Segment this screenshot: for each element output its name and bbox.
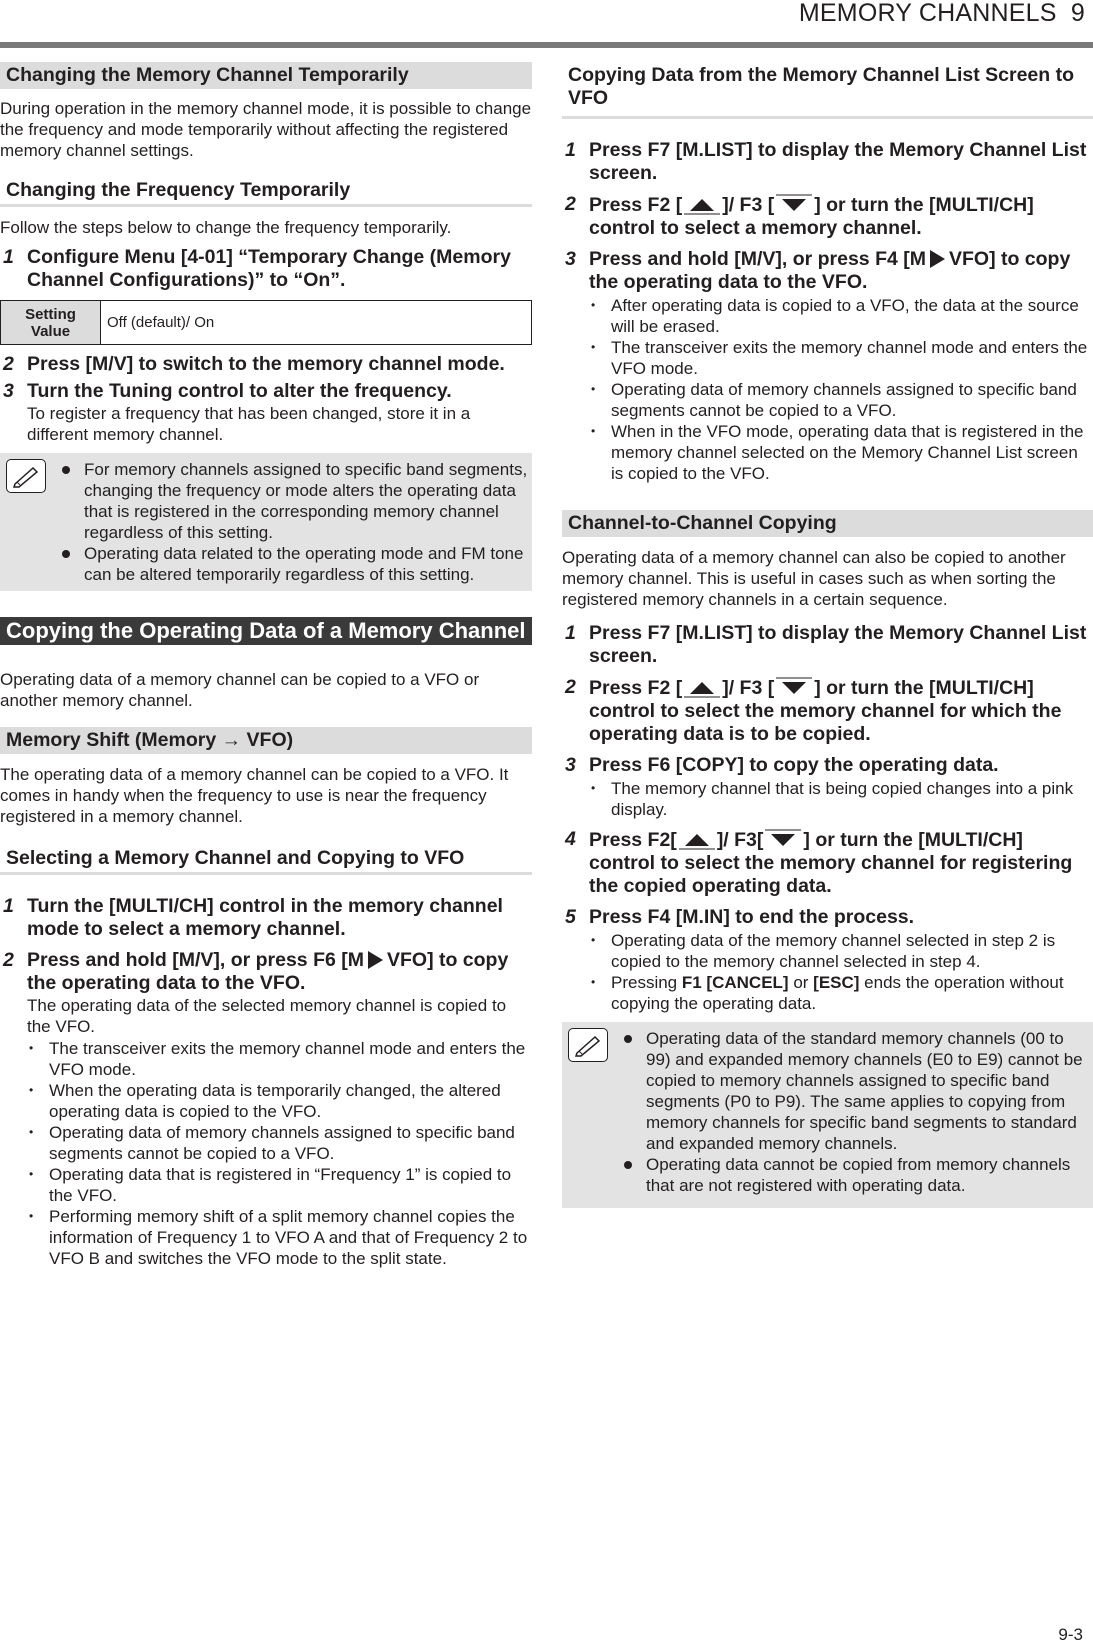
paragraph: Operating data of a memory channel can be copied to a VFO or another memory channel. — [0, 670, 480, 710]
step — [562, 248, 1093, 484]
step-number: 1 — [565, 622, 576, 644]
step-text: ] or turn the [MULTI/CH] control to select the memory channel for which the operating data is to be copied. — [589, 677, 1062, 745]
bullet-item: • When the operating data is temporarily changed, the altered operating data is copied to the VFO. — [27, 1080, 532, 1122]
step-text: Press and hold [M/V], or press F4 [M — [589, 248, 926, 270]
step-number: 3 — [3, 380, 14, 402]
section-heading: Channel-to-Channel Copying — [562, 510, 1093, 537]
step-number: 2 — [3, 949, 14, 971]
step-text: Press F2[ — [589, 829, 677, 851]
bullet-item: • Operating data that is registered in “Frequency 1” is copied to the VFO. — [27, 1164, 532, 1206]
bullet-item: • The transceiver exits the memory channel mode and enters the VFO mode. — [27, 1038, 532, 1080]
down-triangle-icon — [774, 676, 814, 698]
text: ends the operation without copying the operating data. — [611, 973, 1064, 1013]
step-number: 2 — [565, 676, 576, 698]
bullet-item: • When in the VFO mode, operating data that is registered in the memory channel selected on the Memory Channel List screen is copied to the VFO. — [589, 421, 1093, 484]
chapter-number: 9 — [1070, 0, 1085, 27]
step — [0, 246, 532, 292]
bullet-item: • Operating data of the memory channel selected in step 2 is copied to the memory channel selected in step 4. — [589, 930, 1093, 972]
subsection-heading: Selecting a Memory Channel and Copying to VFO — [0, 845, 532, 875]
step-number: 4 — [565, 828, 576, 850]
step-text: Press and hold [M/V], or press F6 [M — [27, 949, 364, 971]
bullet-item — [589, 972, 1093, 1014]
section-heading: Changing the Memory Channel Temporarily — [0, 62, 532, 89]
step-text: ]/ F3 [ — [722, 677, 775, 699]
text: Pressing — [611, 973, 682, 992]
step-text: Turn the Tuning control to alter the frequency. — [27, 380, 452, 402]
step-text: Press F4 [M.IN] to end the process. — [589, 906, 915, 928]
step — [0, 895, 532, 941]
step-text: ] or turn the [MULTI/CH] control to select a memory channel. — [589, 194, 1034, 239]
up-triangle-icon — [682, 676, 722, 698]
note-item: Operating data cannot be copied from memory channels that are not registered with operating data. — [618, 1154, 1089, 1196]
bullet-item: • The memory channel that is being copied changes into a pink display. — [589, 778, 1093, 820]
step-text: VFO] to copy the operating data to the VFO. — [27, 949, 509, 994]
down-triangle-icon — [763, 828, 803, 850]
paragraph: Operating data of a memory channel can also be copied to another memory channel. This is useful in cases such as when sorting the registered memory channels in a certain sequence. — [562, 548, 1066, 609]
step-text: Configure Menu [4-01] “Temporary Change (Memory Channel Configurations)” to “On”. — [27, 246, 511, 291]
step — [562, 906, 1093, 1014]
step-text: ]/ F3 [ — [722, 194, 775, 216]
note-item: For memory channels assigned to specific band segments, changing the frequency or mode alters the operating data that is registered in the corresponding memory channel regardless of this setting. — [56, 459, 528, 543]
step-text: Press [M/V] to switch to the memory channel mode. — [27, 353, 505, 375]
up-triangle-icon — [682, 193, 722, 215]
right-column — [562, 62, 1093, 1208]
page-number: 9-3 — [1058, 1625, 1083, 1644]
step — [562, 193, 1093, 240]
step-text: Press F2 [ — [589, 194, 683, 216]
bullet-item: • The transceiver exits the memory channel mode and enters the VFO mode. — [589, 337, 1093, 379]
step-text: Turn the [MULTI/CH] control in the memory channel mode to select a memory channel. — [27, 895, 503, 940]
paragraph: Follow the steps below to change the frequency temporarily. — [0, 218, 452, 237]
text: or — [788, 973, 814, 992]
step-number: 2 — [3, 353, 14, 375]
step-text: Press F7 [M.LIST] to display the Memory Channel List screen. — [589, 622, 1087, 667]
pencil-note-icon — [568, 1028, 608, 1062]
step — [562, 754, 1093, 820]
pencil-note-icon — [6, 459, 46, 493]
setting-table — [0, 300, 532, 345]
note-box — [0, 453, 532, 591]
bullet-item: • Performing memory shift of a split memory channel copies the information of Frequency 1 to VFO A and that of Frequency 2 to VFO B and switches the VFO mode to the split state. — [27, 1206, 532, 1269]
step-number: 2 — [565, 193, 576, 215]
chapter-section-heading: Copying the Operating Data of a Memory Channel — [0, 617, 532, 645]
right-arrow-icon — [930, 250, 945, 268]
step-description: To register a frequency that has been changed, store it in a different memory channel. — [27, 404, 471, 444]
step-text: ]/ F3[ — [716, 829, 764, 851]
step — [0, 949, 532, 1269]
left-column — [0, 62, 532, 1269]
step-description: The operating data of the selected memory channel is copied to the VFO. — [27, 996, 507, 1036]
paragraph: The operating data of a memory channel can be copied to a VFO. It comes in handy when the frequency to use is near the frequency registered in a memory channel. — [0, 765, 509, 826]
chapter-title: MEMORY CHANNELS — [798, 0, 1057, 27]
step-number: 5 — [565, 906, 576, 928]
step-text: Press F7 [M.LIST] to display the Memory Channel List screen. — [589, 139, 1087, 184]
section-heading: Memory Shift (Memory → VFO) — [0, 727, 532, 754]
up-triangle-icon — [677, 828, 717, 850]
setting-value: Off (default)/ On — [101, 301, 532, 345]
right-arrow-icon — [368, 951, 383, 969]
note-box — [562, 1022, 1093, 1208]
key-label: F1 [CANCEL] — [681, 973, 789, 992]
step — [562, 139, 1093, 185]
step-text: ] or turn the [MULTI/CH] control to select the memory channel for registering the copied operating data. — [589, 829, 1073, 897]
step — [0, 380, 532, 445]
note-item: Operating data of the standard memory channels (00 to 99) and expanded memory channels (E0 to E9) cannot be copied to memory channels assigned to specific band segments (P0 to P9). The same applies to copying from memory channels for specific band segments to standard and expanded memory channels. — [618, 1028, 1089, 1154]
step-text: VFO] to copy the operating data to the VFO. — [589, 248, 1071, 293]
bullet-item: • Operating data of memory channels assigned to specific band segments cannot be copied to a VFO. — [27, 1122, 532, 1164]
down-triangle-icon — [774, 193, 814, 215]
running-header — [799, 0, 1085, 28]
key-label: [ESC] — [813, 973, 860, 992]
paragraph: During operation in the memory channel mode, it is possible to change the frequency and mode temporarily without affecting the registered memory channel settings. — [0, 99, 532, 160]
step-number: 3 — [565, 754, 576, 776]
step-number: 1 — [565, 139, 576, 161]
step-number: 1 — [3, 895, 14, 917]
note-item: Operating data related to the operating mode and FM tone can be altered temporarily regardless of this setting. — [56, 543, 528, 585]
step — [562, 828, 1093, 898]
subsection-heading: Changing the Frequency Temporarily — [0, 177, 532, 207]
step-number: 3 — [565, 248, 576, 270]
step-number: 1 — [3, 246, 14, 268]
step — [0, 353, 532, 376]
header-rule — [0, 42, 1093, 48]
bullet-item: • Operating data of memory channels assigned to specific band segments cannot be copied to a VFO. — [589, 379, 1093, 421]
bullet-item: • After operating data is copied to a VFO, the data at the source will be erased. — [589, 295, 1093, 337]
section-heading: Copying Data from the Memory Channel List Screen to VFO — [562, 62, 1093, 119]
step — [562, 676, 1093, 746]
step-text: Press F6 [COPY] to copy the operating data. — [589, 754, 999, 776]
step — [562, 622, 1093, 668]
step-text: Press F2 [ — [589, 677, 683, 699]
setting-key: Setting Value — [1, 301, 101, 345]
